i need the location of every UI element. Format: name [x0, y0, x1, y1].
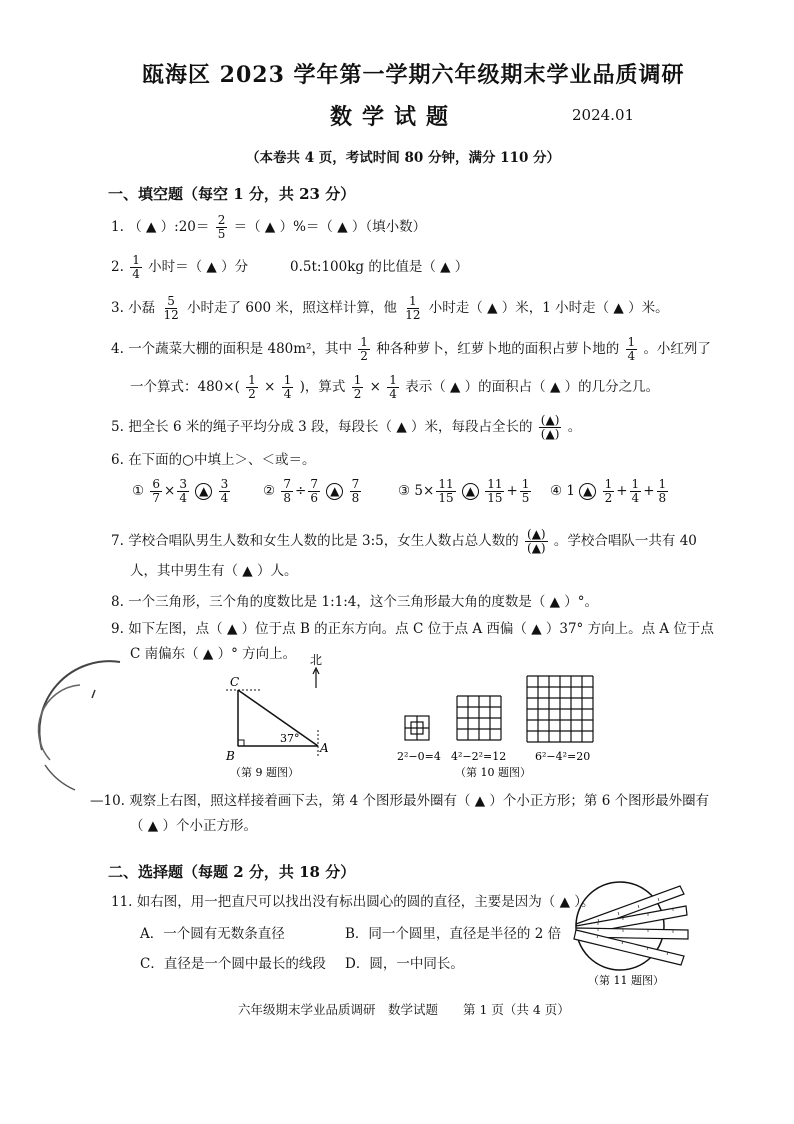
option-a[interactable]: A．一个圆有无数条直径: [140, 926, 285, 942]
question-number: 4.: [111, 341, 124, 357]
section-2-title: 二、选择题（每题 2 分，共 18 分）: [108, 863, 356, 881]
angle-label: 37°: [280, 732, 300, 745]
fraction: $\frac{1}{4}$: [627, 335, 636, 363]
question-9: 9. 如下左图，点（ ▲ ）位于点 B 的正东方向。点 C 位于点 A 西偏（ ▲ ）37° 方向上。点 A 位于点: [111, 621, 714, 637]
question-number: 2.: [111, 259, 124, 275]
question-7-line-2: 人，其中男生有（ ▲ ）人。: [130, 563, 298, 579]
question-2: 2. $\frac{1}{4}$ 小时＝（ ▲ ）分: [111, 253, 249, 281]
question-9-line-2: C 南偏东（ ▲ ）° 方向上。: [130, 646, 297, 662]
question-4-line-1: 4. 一个蔬菜大棚的面积是 480m²，其中 $\frac{1}{2}$ 种各种萝卜，红萝卜地的面积占萝卜地的 $\frac{1}{4}$ 。小红列了: [111, 335, 711, 363]
figure-9: [210, 648, 360, 783]
question-10: —10. 观察上右图，照这样接着画下去，第 4 个图形最外圈有（ ▲ ）个小正方形；第 6 个图形最外圈有: [90, 793, 710, 809]
question-number: 3.: [111, 300, 124, 316]
fraction: $\frac{5}{12}$: [163, 294, 179, 322]
compare-circle[interactable]: ▲: [579, 483, 596, 500]
figure-10-label-2: 4²−2²=12: [451, 750, 507, 763]
figure-10-label-3: 6²−4²=20: [535, 750, 591, 763]
fraction: $\frac{(▲)}{(▲)}$: [540, 413, 560, 441]
option-b[interactable]: B．同一个圆里，直径是半径的 2 倍: [345, 926, 562, 942]
page-subtitle: 数学试题: [330, 104, 459, 130]
point-a-label: A: [320, 741, 329, 755]
page-footer: 六年级期末学业品质调研 数学试题 第 1 页（共 4 页）: [238, 1002, 570, 1017]
question-number: 9.: [111, 621, 124, 637]
question-number: 10.: [103, 793, 125, 809]
grid-medium: [457, 696, 501, 740]
stamp-mark: [20, 650, 140, 800]
fraction: $\frac{1}{4}$: [389, 373, 397, 401]
question-6-item-3: ③ 5× $\frac{11}{15}$ ▲ $\frac{11}{15}$ + $\frac{1}{5}$: [398, 477, 530, 505]
question-11: 11. 如右图，用一把直尺可以找出没有标出圆心的圆的直径，主要是因为（ ▲ ）。: [111, 894, 595, 910]
figure-11: [568, 872, 694, 992]
fraction: $\frac{1}{4}$: [283, 373, 292, 401]
compare-circle[interactable]: ▲: [326, 483, 343, 500]
point-b-label: B: [226, 749, 235, 763]
figure-9-caption: （第 9 题图）: [230, 766, 299, 779]
fraction: $\frac{2}{5}$: [217, 213, 226, 241]
question-7: 7. 学校合唱队男生人数和女生人数的比是 3:5，女生人数占总人数的 $\frac{(▲)}{(▲)}$ 。学校合唱队一共有 40: [111, 527, 697, 555]
question-3: 3. 小磊 $\frac{5}{12}$ 小时走了 600 米，照这样计算，他 $\frac{1}{12}$ 小时走（ ▲ ）米，1 小时走（ ▲ ）米。: [111, 294, 669, 322]
figure-11-caption: （第 11 题图）: [588, 974, 664, 987]
question-6-item-4: ④ 1 ▲ $\frac{1}{2}$ + $\frac{1}{4}$ + $\frac{1}{8}$: [550, 477, 667, 505]
figure-10-label-1: 2²−0=4: [397, 750, 441, 763]
north-label: 北: [310, 653, 323, 667]
point-c-label: C: [230, 675, 240, 689]
question-number: 6.: [111, 452, 124, 468]
question-number: 1.: [111, 219, 124, 235]
question-5: 5. 把全长 6 米的绳子平均分成 3 段，每段长（ ▲ ）米，每段占全长的 $\frac{(▲)}{(▲)}$ 。: [111, 413, 582, 441]
option-c[interactable]: C．直径是一个圆中最长的线段: [140, 956, 326, 972]
question-number: 5.: [111, 419, 124, 435]
grid-small: [405, 716, 429, 740]
compare-circle[interactable]: ▲: [462, 483, 479, 500]
question-number: 11.: [111, 894, 133, 910]
exam-date: 2024.01: [572, 106, 635, 124]
question-4-line-2: 一个算式：480×( $\frac{1}{2}$ × $\frac{1}{4}$ )，算式 $\frac{1}{2}$ × $\frac{1}{4}$ 表示（ ▲ ）的面积占（ ▲ ）的几分之几。: [130, 373, 660, 401]
question-6-item-2: ② $\frac{7}{8}$ ÷ $\frac{7}{6}$ ▲ $\frac{7}{8}$: [263, 477, 360, 505]
fraction: $\frac{1}{4}$: [132, 253, 140, 281]
question-number: 7.: [111, 533, 124, 549]
exam-note: （本卷共 4 页，考试时间 80 分钟，满分 110 分）: [246, 150, 561, 166]
question-number: 8.: [111, 594, 124, 610]
question-8: 8. 一个三角形，三个角的度数比是 1:1:4，这个三角形最大角的度数是（ ▲ ）°。: [111, 594, 599, 610]
fraction: $\frac{1}{2}$: [248, 373, 256, 401]
section-1-title: 一、填空题（每空 1 分，共 23 分）: [108, 185, 356, 203]
page-title: 瓯海区 2023 学年第一学期六年级期末学业品质调研: [142, 62, 685, 88]
question-10-line-2: （ ▲ ）个小正方形。: [130, 818, 257, 834]
option-d[interactable]: D．圆，一中同长。: [345, 956, 464, 972]
question-6-item-1: ① $\frac{6}{7}$ × $\frac{3}{4}$ ▲ $\frac{3}{4}$: [132, 477, 229, 505]
fraction: $\frac{1}{2}$: [353, 373, 362, 401]
fraction: $\frac{1}{12}$: [405, 294, 421, 322]
grid-large: [527, 676, 593, 742]
question-6: 6. 在下面的○中填上＞、＜或＝。: [111, 452, 316, 468]
question-1: 1. （ ▲ ）:20＝ $\frac{2}{5}$ ＝（ ▲ ）%＝（ ▲ ）（填小数）: [111, 213, 427, 241]
question-2b: 0.5t:100kg 的比值是（ ▲ ）: [290, 259, 469, 275]
figure-10-caption: （第 10 题图）: [455, 766, 531, 779]
fraction: $\frac{(▲)}{(▲)}$: [527, 527, 546, 555]
fraction: $\frac{1}{2}$: [360, 335, 368, 363]
compare-circle[interactable]: ▲: [195, 483, 212, 500]
figure-10: [395, 672, 605, 782]
